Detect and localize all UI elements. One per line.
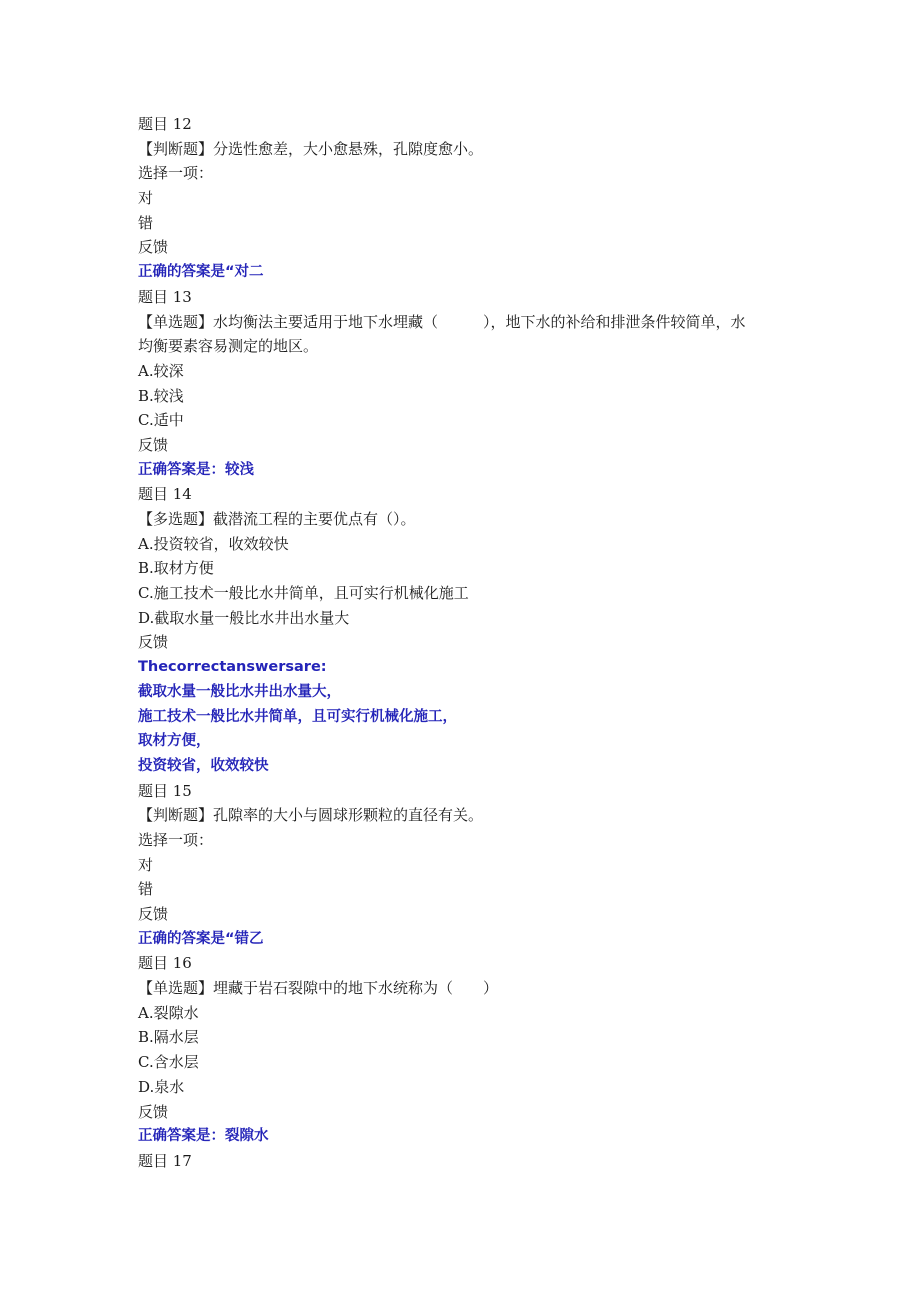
correct-answer-item: 取材方便， <box>138 733 211 750</box>
correct-answers-header: Thecorrectanswersare: <box>138 659 327 676</box>
question-15 <box>138 779 798 952</box>
question-stem: 【单选题】埋藏于岩石裂隙中的地下水统称为（ ） <box>138 979 499 998</box>
question-14 <box>138 482 798 778</box>
question-16 <box>138 951 798 1149</box>
choice-prompt: 选择一项： <box>138 164 214 183</box>
option-item: A.较深 <box>138 361 184 380</box>
correct-answer: 正确的答案是“对二 <box>138 264 264 281</box>
question-stem: 【多选题】截潜流工程的主要优点有（）。 <box>138 510 416 528</box>
correct-answer-item: 截取水量一般比水井出水量大， <box>138 683 341 700</box>
correct-answer: 正确的答案是“错乙 <box>138 930 264 947</box>
question-title: 题目 13 <box>138 287 192 306</box>
option-item: C.含水层 <box>138 1053 199 1072</box>
feedback-label: 反馈 <box>138 633 169 652</box>
question-title: 题目 16 <box>138 954 192 973</box>
feedback-label: 反馈 <box>138 238 169 257</box>
question-title: 题目 14 <box>138 485 192 504</box>
question-17 <box>138 1149 798 1174</box>
question-title: 题目 12 <box>138 115 192 133</box>
correct-answer: 正确答案是：裂隙水 <box>138 1128 269 1145</box>
question-title: 题目 15 <box>138 781 192 800</box>
feedback-label: 反馈 <box>138 435 169 454</box>
option-item: 错 <box>138 213 154 232</box>
document-page <box>138 112 798 1174</box>
correct-answer-item: 投资较省，收效较快 <box>138 757 269 774</box>
option-item: B.较浅 <box>138 386 184 405</box>
option-item: A.裂隙水 <box>138 1003 199 1022</box>
question-title: 题目 17 <box>138 1151 192 1170</box>
option-item: C.施工技术一般比水井简单，且可实行机械化施工 <box>138 584 469 603</box>
feedback-label: 反馈 <box>138 905 169 923</box>
option-item: D.泉水 <box>138 1077 185 1096</box>
question-stem: 【单选题】水均衡法主要适用于地下水埋藏（ ），地下水的补给和排泄条件较简单，水 <box>138 312 746 331</box>
question-13 <box>138 285 798 483</box>
option-item: 对 <box>138 189 154 208</box>
option-item: A.投资较省，收效较快 <box>138 534 289 553</box>
option-item: 对 <box>138 855 154 874</box>
option-item: D.截取水量一般比水井出水量大 <box>138 608 350 627</box>
option-item: B.取材方便 <box>138 559 214 578</box>
feedback-label: 反馈 <box>138 1102 169 1121</box>
option-item: 错 <box>138 880 154 899</box>
choice-prompt: 选择一项： <box>138 830 214 849</box>
option-item: C.适中 <box>138 411 184 430</box>
correct-answer: 正确答案是：较浅 <box>138 461 254 478</box>
question-stem-continued: 均衡要素容易测定的地区。 <box>138 337 319 356</box>
correct-answer-item: 施工技术一般比水井简单，且可实行机械化施工， <box>138 708 457 725</box>
question-12 <box>138 112 798 285</box>
question-stem: 【判断题】分选性愈差，大小愈悬殊，孔隙度愈小。 <box>138 139 484 158</box>
option-item: B.隔水层 <box>138 1028 199 1047</box>
question-stem: 【判断题】孔隙率的大小与圆球形颗粒的直径有关。 <box>138 806 484 825</box>
